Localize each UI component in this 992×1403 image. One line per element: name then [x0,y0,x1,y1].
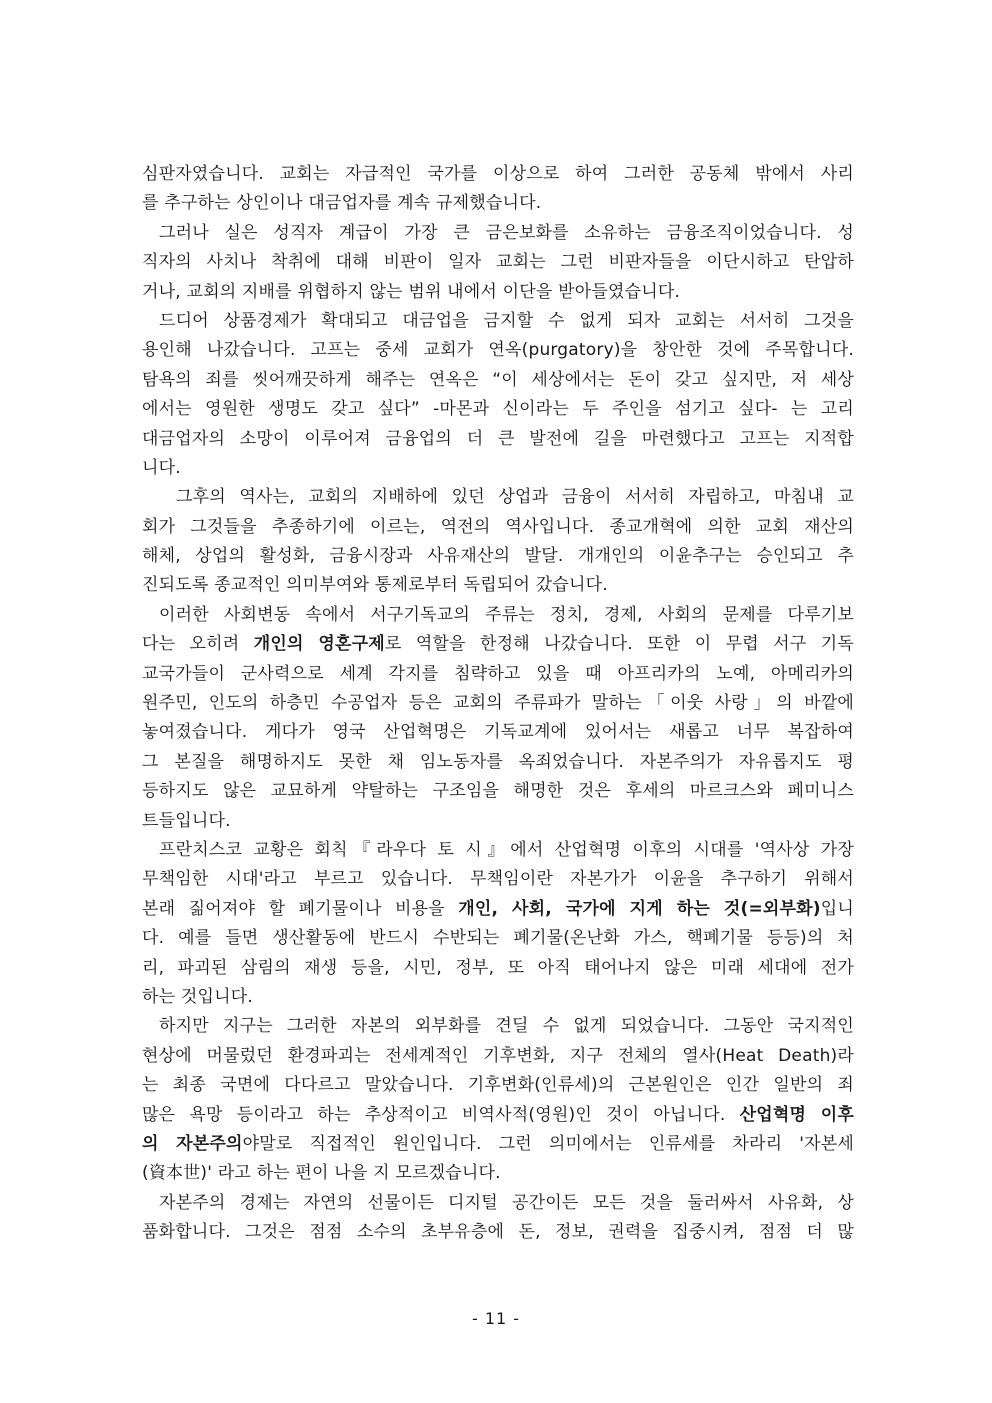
text-line: 그 본질을 해명하지도 못한 채 임노동자를 옥죄었습니다. 자본주의가 자유롭지도 평 [142,751,854,772]
page-body [142,160,854,1247]
text-line: 많은 욕망 등이라고 하는 추상적이고 비역사적(영원)인 것이 아닙니다. 산업혁명 이후 [142,1104,854,1125]
text-line: 의 자본주의야말로 직접적인 원인입니다. 그런 의미에서는 인류세를 차라리 '자본세 [142,1133,854,1154]
text-line: 트들입니다. [142,810,231,831]
text-line: 그후의 역사는, 교회의 지배하에 있던 상업과 금융이 서서히 자립하고, 마침내 교 [176,487,854,508]
text-line: 무책임한 시대'라고 부르고 있습니다. 무책임이란 자본가가 이윤을 추구하기 위해서 [142,869,854,890]
text-line: 그러나 실은 성직자 계급이 가장 큰 금은보화를 소유하는 금융조직이었습니다. 성 [159,222,854,243]
text-line: 놓여졌습니다. 게다가 영국 산업혁명은 기독교계에 있어서는 새롭고 너무 복잡하여 [142,722,854,743]
text-line: 다는 오히려 개인의 영혼구제로 역할을 한정해 나갔습니다. 또한 이 무렵 서구 기독 [142,634,854,655]
text-line: 드디어 상품경제가 확대되고 대금업을 금지할 수 없게 되자 교회는 서서히 그것을 [159,310,854,331]
text-line: 해체, 상업의 활성화, 금융시장과 사유재산의 발달. 개개인의 이윤추구는 승인되고 추 [142,546,854,567]
text-line: 하는 것입니다. [142,986,253,1007]
text-line: 를 추구하는 상인이나 대금업자를 계속 규제했습니다. [142,193,542,214]
text-line: 에서는 영원한 생명도 갖고 싶다” -마몬과 신이라는 두 주인을 섬기고 싶다- 는 고리 [142,399,854,420]
text-line: 본래 짊어져야 할 폐기물이나 비용을 개인, 사회, 국가에 지게 하는 것(=외부화)입니 [142,898,854,919]
emphasis-text: 의 자본주의 [142,1133,243,1154]
text-line: 교국가들이 군사력으로 세계 각지를 침략하고 있을 때 아프리카의 노예, 아메리카의 [142,663,854,684]
text-line: 니다. [142,457,181,478]
text-line: 진되도록 종교적인 의미부여와 통제로부터 독립되어 갔습니다. [142,575,608,596]
text-line: 현상에 머물렀던 환경파괴는 전세계적인 기후변화, 지구 전체의 열사(Heat Death)라 [142,1045,854,1066]
text-line: 다. 예를 들면 생산활동에 반드시 수반되는 폐기물(온난화 가스, 핵폐기물 등등)의 처 [142,928,854,949]
text-line: 품화합니다. 그것은 점점 소수의 초부유층에 돈, 정보, 권력을 집중시켜, 점점 더 많 [142,1222,854,1243]
text-line: 대금업자의 소망이 이루어져 금융업의 더 큰 발전에 길을 마련했다고 고프는 지적합 [142,428,854,449]
text-line: 원주민, 인도의 하층민 수공업자 등은 교회의 주류파가 말하는「이웃 사랑」의 바깥에 [142,693,854,714]
text-line: 자본주의 경제는 자연의 선물이든 디지털 공간이든 모든 것을 둘러싸서 사유화, 상 [159,1192,854,1213]
text-line: 직자의 사치나 착취에 대해 비판이 일자 교회는 그런 비판자들을 이단시하고 탄압하 [142,252,854,273]
page-number: - 11 - [471,1309,521,1328]
text-line: (資本世)' 라고 하는 편이 나을 지 모르겠습니다. [142,1163,501,1184]
text-line: 탐욕의 죄를 씻어깨끗하게 해주는 연옥은 “이 세상에서는 돈이 갖고 싶지만, 저 세상 [142,369,854,390]
emphasis-text: 개인의 영혼구제 [253,634,385,655]
text-line: 심판자였습니다. 교회는 자급적인 국가를 이상으로 하여 그러한 공동체 밖에서 사리 [142,164,854,184]
emphasis-text: 산업혁명 이후 [739,1104,854,1125]
emphasis-text: 개인, 사회, 국가에 지게 하는 것(=외부화) [458,898,821,919]
text-line: 프란치스코 교황은 회칙『라우다 토 시』에서 산업혁명 이후의 시대를 '역사상 가장 [159,839,854,860]
text-line: 하지만 지구는 그러한 자본의 외부화를 견딜 수 없게 되었습니다. 그동안 국지적인 [159,1016,854,1037]
text-line: 거나, 교회의 지배를 위협하지 않는 범위 내에서 이단을 받아들였습니다. [142,281,681,302]
text-line: 이러한 사회변동 속에서 서구기독교의 주류는 정치, 경제, 사회의 문제를 다루기보 [159,604,854,625]
text-line: 리, 파괴된 삼림의 재생 등을, 시민, 정부, 또 아직 태어나지 않은 미래 세대에 전가 [142,957,854,978]
text-line: 용인해 나갔습니다. 고프는 중세 교회가 연옥(purgatory)을 창안한 것에 주목합니다. [142,340,854,361]
text-line: 등하지도 않은 교묘하게 약탈하는 구조임을 해명한 것은 후세의 마르크스와 페미니스 [142,781,854,802]
text-line: 는 최종 국면에 다다르고 말았습니다. 기후변화(인류세)의 근본원인은 인간 일반의 죄 [142,1075,854,1096]
text-line: 회가 그것들을 추종하기에 이르는, 역전의 역사입니다. 종교개혁에 의한 교회 재산의 [142,516,854,537]
